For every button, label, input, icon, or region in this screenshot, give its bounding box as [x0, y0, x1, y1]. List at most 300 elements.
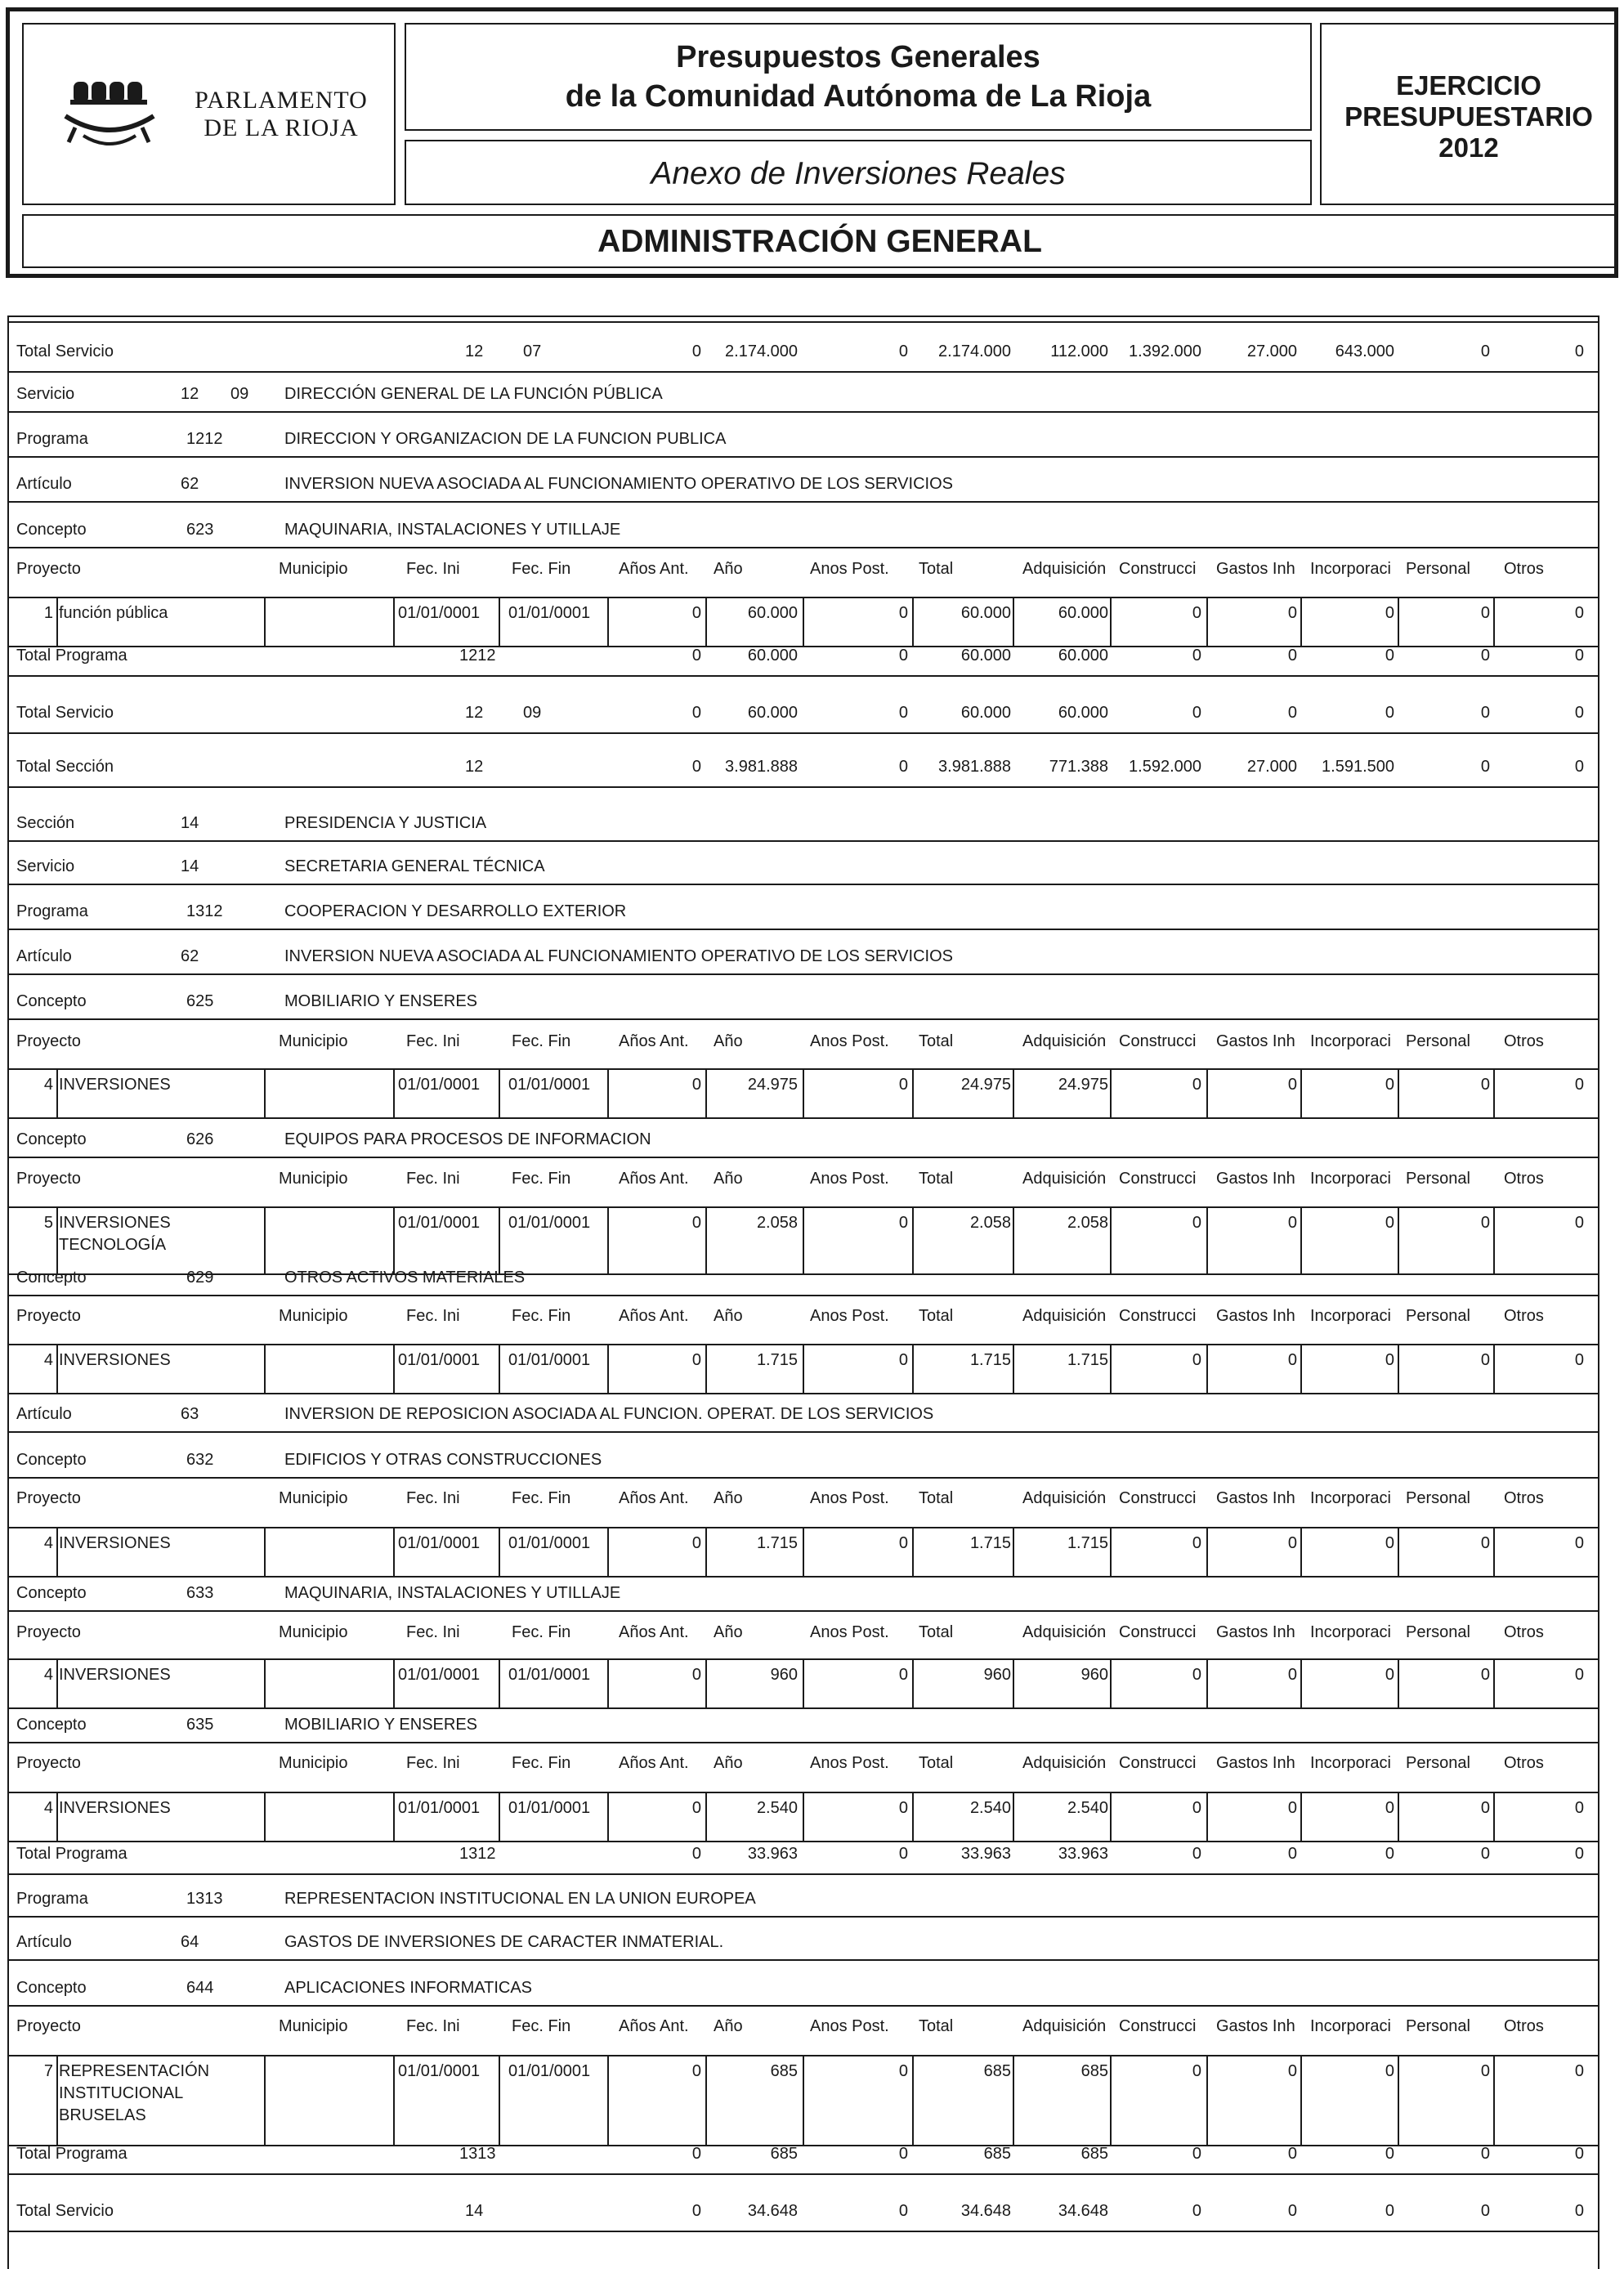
project-name: INVERSIONES: [59, 1799, 171, 1817]
amount-cell: 0: [1574, 1214, 1584, 1232]
amount-cell: 0: [691, 1351, 701, 1369]
fecha-inicio: 01/01/0001: [398, 1214, 481, 1232]
amount-cell: 34.648: [747, 2202, 798, 2220]
section-description: MOBILIARIO Y ENSERES: [284, 1716, 478, 1734]
amount-cell: 0: [1480, 1799, 1490, 1817]
fecha-fin: 01/01/0001: [508, 1076, 591, 1094]
title-line: de la Comunidad Autónoma de La Rioja: [565, 79, 1152, 114]
parliament-logo-icon: [60, 64, 159, 162]
document-title: [406, 38, 1310, 116]
amount-cell: 0: [1385, 1845, 1394, 1863]
amount-cell: 27.000: [1246, 342, 1297, 360]
section-label: Concepto: [16, 521, 87, 539]
column-header: Anos Post.: [810, 560, 889, 578]
column-header: Otros: [1504, 1754, 1544, 1772]
fecha-fin: 01/01/0001: [508, 604, 591, 622]
amount-cell: 0: [1192, 1799, 1201, 1817]
section-description: INVERSION NUEVA ASOCIADA AL FUNCIONAMIENTO OPERATIVO DE LOS SERVICIOS: [284, 947, 953, 965]
amount-cell: 0: [898, 1666, 908, 1684]
total-rule: [7, 2231, 1599, 2232]
amount-cell: 0: [898, 1845, 908, 1863]
column-header: Incorporaci: [1310, 2017, 1391, 2035]
amount-cell: 60.000: [960, 604, 1011, 622]
section-code: 12: [181, 385, 199, 403]
fecha-inicio: 01/01/0001: [398, 1799, 481, 1817]
amount-cell: 24.975: [747, 1076, 798, 1094]
amount-cell: 0: [1480, 1534, 1490, 1552]
total-row-total-programa: [7, 2144, 1599, 2165]
amount-cell: 60.000: [747, 704, 798, 722]
project-number: 4: [43, 1799, 53, 1817]
fecha-inicio: 01/01/0001: [398, 1534, 481, 1552]
column-header: Personal: [1406, 1032, 1470, 1050]
amount-cell: 960: [983, 1666, 1011, 1684]
row-rule: [7, 2005, 1599, 2007]
column-header: Año: [714, 1307, 743, 1325]
column-header: Otros: [1504, 1307, 1544, 1325]
amount-cell: 0: [1192, 1845, 1201, 1863]
section-code: 63: [181, 1405, 199, 1423]
section-row-artculo: [7, 1404, 1599, 1425]
amount-cell: 685: [770, 2145, 798, 2163]
column-header: Año: [714, 560, 743, 578]
section-label: Servicio: [16, 857, 75, 875]
amount-cell: 3.981.888: [725, 758, 798, 776]
amount-cell: 0: [1574, 2202, 1584, 2220]
row-rule: [7, 1157, 1599, 1158]
amount-cell: 685: [1080, 2062, 1108, 2080]
title-box: [405, 23, 1312, 131]
amount-cell: 0: [1287, 647, 1297, 665]
column-header: Construcci: [1119, 1623, 1197, 1641]
data-box-bottom-rule: [7, 1576, 1599, 1578]
total-code: 1313: [459, 2145, 496, 2163]
section-label: Artículo: [16, 947, 72, 965]
fecha-fin: 01/01/0001: [508, 1351, 591, 1369]
amount-cell: 1.715: [756, 1351, 798, 1369]
section-label: Artículo: [16, 475, 72, 493]
amount-cell: 0: [691, 1666, 701, 1684]
section-label: Artículo: [16, 1405, 72, 1423]
amount-cell: 0: [1480, 1214, 1490, 1232]
section-code: 626: [186, 1130, 214, 1148]
amount-cell: 27.000: [1246, 758, 1297, 776]
amount-cell: 0: [1574, 704, 1584, 722]
section-label: Concepto: [16, 1269, 87, 1287]
column-header: Anos Post.: [810, 1307, 889, 1325]
section-code: 62: [181, 475, 199, 493]
section-label: Concepto: [16, 992, 87, 1010]
annex-box: [405, 140, 1312, 205]
section-code: 625: [186, 992, 214, 1010]
section-row-concepto: [7, 1978, 1599, 1999]
total-row-total-servicio: [7, 342, 1599, 363]
amount-cell: 2.174.000: [938, 342, 1011, 360]
row-rule: [7, 1018, 1599, 1020]
amount-cell: 0: [1480, 2145, 1490, 2163]
ejercicio-line: PRESUPUESTARIO: [1344, 101, 1593, 132]
project-values: [7, 1665, 1599, 1701]
section-row-concepto: [7, 1268, 1599, 1289]
column-header: Fec. Ini: [406, 560, 460, 578]
amount-cell: 0: [1480, 2202, 1490, 2220]
row-rule: [7, 1959, 1599, 1961]
section-code: 629: [186, 1269, 214, 1287]
column-header: Fec. Ini: [406, 1754, 460, 1772]
fecha-inicio: 01/01/0001: [398, 1076, 481, 1094]
column-header: Anos Post.: [810, 1032, 889, 1050]
amount-cell: 1.715: [1067, 1534, 1108, 1552]
amount-cell: 24.975: [1058, 1076, 1108, 1094]
fecha-fin: 01/01/0001: [508, 1666, 591, 1684]
column-header: Fec. Fin: [512, 2017, 571, 2035]
column-header: Proyecto: [16, 1032, 81, 1050]
amount-cell: 0: [1192, 604, 1201, 622]
section-description: INVERSION DE REPOSICION ASOCIADA AL FUNCION. OPERAT. DE LOS SERVICIOS: [284, 1405, 934, 1423]
amount-cell: 2.174.000: [725, 342, 798, 360]
total-label: Total Sección: [16, 758, 114, 776]
amount-cell: 0: [691, 1845, 701, 1863]
annex-title: Anexo de Inversiones Reales: [651, 156, 1066, 191]
total-rule: [7, 786, 1599, 788]
section-label: Concepto: [16, 1979, 87, 1997]
amount-cell: 0: [898, 1076, 908, 1094]
section-description: GASTOS DE INVERSIONES DE CARACTER INMATERIAL.: [284, 1933, 724, 1951]
column-header: Municipio: [279, 560, 348, 578]
section-row-programa: [7, 429, 1599, 450]
section-row-artculo: [7, 1932, 1599, 1953]
amount-cell: 60.000: [960, 704, 1011, 722]
amount-cell: 0: [898, 2202, 908, 2220]
amount-cell: 0: [1480, 704, 1490, 722]
column-header: Años Ant.: [619, 1754, 689, 1772]
amount-cell: 112.000: [1050, 342, 1108, 360]
column-header: Proyecto: [16, 2017, 81, 2035]
section-code: 644: [186, 1979, 214, 1997]
section-row-concepto: [7, 991, 1599, 1013]
column-header: Construcci: [1119, 1032, 1197, 1050]
amount-cell: 0: [691, 2202, 701, 2220]
column-header: Proyecto: [16, 560, 81, 578]
amount-cell: 0: [898, 758, 908, 776]
amount-cell: 0: [1287, 1351, 1297, 1369]
title-line: Presupuestos Generales: [676, 40, 1040, 74]
amount-cell: 0: [691, 2145, 701, 2163]
column-header: Personal: [1406, 1170, 1470, 1188]
column-header: Municipio: [279, 1489, 348, 1507]
total-code: 14: [465, 2202, 484, 2220]
amount-cell: 0: [1480, 1845, 1490, 1863]
amount-cell: 1.715: [969, 1534, 1011, 1552]
project-values: [7, 1213, 1599, 1267]
column-header: Municipio: [279, 1754, 348, 1772]
column-header: Municipio: [279, 2017, 348, 2035]
column-header: Fec. Ini: [406, 2017, 460, 2035]
amount-cell: 0: [898, 1214, 908, 1232]
row-rule: [7, 501, 1599, 503]
column-header: Personal: [1406, 2017, 1470, 2035]
column-header: Total: [919, 1754, 954, 1772]
row-rule: [7, 1295, 1599, 1296]
column-header: Otros: [1504, 560, 1544, 578]
column-header: Otros: [1504, 1489, 1544, 1507]
amount-cell: 0: [1192, 2145, 1201, 2163]
section-code: 64: [181, 1933, 199, 1951]
column-header: Otros: [1504, 1623, 1544, 1641]
project-name: función pública: [59, 604, 168, 622]
total-rule: [7, 2173, 1599, 2175]
column-header: Fec. Ini: [406, 1307, 460, 1325]
column-header: Fec. Ini: [406, 1489, 460, 1507]
amount-cell: 60.000: [747, 647, 798, 665]
section-code: 1212: [186, 430, 223, 448]
section-description: MOBILIARIO Y ENSERES: [284, 992, 478, 1010]
fecha-inicio: 01/01/0001: [398, 604, 481, 622]
section-row-concepto: [7, 1583, 1599, 1604]
amount-cell: 0: [1480, 1666, 1490, 1684]
section-description: EDIFICIOS Y OTRAS CONSTRUCCIONES: [284, 1451, 602, 1469]
amount-cell: 0: [1287, 1214, 1297, 1232]
column-header: Gastos Inh: [1216, 1170, 1295, 1188]
row-rule: [7, 456, 1599, 458]
proyecto-header-row: [7, 1488, 1599, 1510]
amount-cell: 1.715: [969, 1351, 1011, 1369]
column-header: Personal: [1406, 1754, 1470, 1772]
amount-cell: 0: [1192, 1214, 1201, 1232]
project-values: [7, 603, 1599, 639]
column-header: Año: [714, 1489, 743, 1507]
total-rule: [7, 1873, 1599, 1875]
amount-cell: 0: [898, 647, 908, 665]
total-code-2: 09: [523, 704, 542, 722]
amount-cell: 0: [1480, 758, 1490, 776]
column-header: Incorporaci: [1310, 1170, 1391, 1188]
amount-cell: 685: [1080, 2145, 1108, 2163]
amount-cell: 0: [1385, 2145, 1394, 2163]
column-header: Incorporaci: [1310, 1623, 1391, 1641]
amount-cell: 0: [691, 704, 701, 722]
amount-cell: 0: [1574, 647, 1584, 665]
column-header: Construcci: [1119, 560, 1197, 578]
column-header: Personal: [1406, 1623, 1470, 1641]
amount-cell: 0: [898, 342, 908, 360]
section-row-servicio: [7, 384, 1599, 405]
total-label: Total Programa: [16, 647, 128, 665]
section-row-artculo: [7, 947, 1599, 968]
ejercicio-year: 2012: [1438, 132, 1499, 163]
column-header: Año: [714, 1754, 743, 1772]
amount-cell: 60.000: [960, 647, 1011, 665]
column-header: Proyecto: [16, 1754, 81, 1772]
amount-cell: 685: [983, 2062, 1011, 2080]
amount-cell: 0: [691, 758, 701, 776]
section-label: Artículo: [16, 1933, 72, 1951]
section-description: DIRECCION Y ORGANIZACION DE LA FUNCION PUBLICA: [284, 430, 727, 448]
project-name: TECNOLOGÍA: [59, 1236, 167, 1254]
column-header: Anos Post.: [810, 1489, 889, 1507]
amount-cell: 60.000: [747, 604, 798, 622]
logo-line: PARLAMENTO: [195, 87, 368, 114]
column-header: Municipio: [279, 1623, 348, 1641]
column-header: Años Ant.: [619, 1032, 689, 1050]
project-number: 4: [43, 1666, 53, 1684]
amount-cell: 0: [898, 704, 908, 722]
amount-cell: 33.963: [960, 1845, 1011, 1863]
amount-cell: 0: [1192, 704, 1201, 722]
amount-cell: 0: [1192, 1534, 1201, 1552]
column-header: Gastos Inh: [1216, 1623, 1295, 1641]
table-top-rule: [7, 321, 1599, 323]
amount-cell: 0: [1574, 342, 1584, 360]
admin-title: ADMINISTRACIÓN GENERAL: [597, 224, 1042, 259]
section-description: EQUIPOS PARA PROCESOS DE INFORMACION: [284, 1130, 651, 1148]
logo-box: [22, 23, 396, 205]
total-rule: [7, 675, 1599, 677]
amount-cell: 0: [898, 1799, 908, 1817]
project-name: REPRESENTACIÓN: [59, 2062, 210, 2080]
amount-cell: 0: [1574, 1799, 1584, 1817]
column-header: Municipio: [279, 1170, 348, 1188]
amount-cell: 960: [770, 1666, 798, 1684]
amount-cell: 0: [1287, 1534, 1297, 1552]
column-header: Fec. Fin: [512, 1623, 571, 1641]
project-values: [7, 1350, 1599, 1386]
amount-cell: 0: [1385, 2202, 1394, 2220]
project-name: INVERSIONES: [59, 1076, 171, 1094]
amount-cell: 0: [1287, 1799, 1297, 1817]
total-code: 12: [465, 342, 484, 360]
amount-cell: 34.648: [1058, 2202, 1108, 2220]
column-header: Total: [919, 1032, 954, 1050]
column-header: Proyecto: [16, 1307, 81, 1325]
fecha-fin: 01/01/0001: [508, 1534, 591, 1552]
amount-cell: 0: [691, 1214, 701, 1232]
data-box-bottom-rule: [7, 1841, 1599, 1842]
amount-cell: 0: [1480, 647, 1490, 665]
column-header: Fec. Fin: [512, 1754, 571, 1772]
document-header: [6, 7, 1618, 278]
project-name: INVERSIONES: [59, 1534, 171, 1552]
total-label: Total Servicio: [16, 704, 114, 722]
project-values: [7, 1798, 1599, 1834]
fecha-fin: 01/01/0001: [508, 1799, 591, 1817]
amount-cell: 0: [691, 2062, 701, 2080]
column-header: Adquisición: [1022, 560, 1107, 578]
column-header: Construcci: [1119, 1489, 1197, 1507]
column-header: Anos Post.: [810, 1623, 889, 1641]
amount-cell: 0: [1287, 2202, 1297, 2220]
total-code: 1312: [459, 1845, 496, 1863]
amount-cell: 0: [1574, 1666, 1584, 1684]
column-header: Construcci: [1119, 1170, 1197, 1188]
amount-cell: 2.540: [969, 1799, 1011, 1817]
logo-line: DE LA RIOJA: [204, 114, 359, 141]
amount-cell: 0: [1287, 704, 1297, 722]
column-header: Otros: [1504, 1032, 1544, 1050]
column-header: Adquisición: [1022, 1170, 1107, 1188]
amount-cell: 0: [1287, 1666, 1297, 1684]
column-header: Personal: [1406, 1307, 1470, 1325]
amount-cell: 0: [1385, 2062, 1394, 2080]
column-header: Municipio: [279, 1307, 348, 1325]
fecha-inicio: 01/01/0001: [398, 1351, 481, 1369]
column-header: Años Ant.: [619, 1489, 689, 1507]
amount-cell: 0: [1385, 1534, 1394, 1552]
section-label: Sección: [16, 814, 75, 832]
amount-cell: 0: [1574, 1076, 1584, 1094]
fecha-fin: 01/01/0001: [508, 2062, 591, 2080]
project-name: INSTITUCIONAL: [59, 2084, 184, 2102]
column-header: Anos Post.: [810, 1754, 889, 1772]
amount-cell: 2.058: [1067, 1214, 1108, 1232]
amount-cell: 0: [691, 1076, 701, 1094]
column-header: Años Ant.: [619, 1170, 689, 1188]
section-row-concepto: [7, 520, 1599, 541]
project-name: INVERSIONES: [59, 1214, 171, 1232]
project-values: [7, 1533, 1599, 1569]
column-header: Año: [714, 1170, 743, 1188]
total-label: Total Programa: [16, 1845, 128, 1863]
amount-cell: 0: [898, 1534, 908, 1552]
amount-cell: 0: [1480, 604, 1490, 622]
amount-cell: 685: [770, 2062, 798, 2080]
section-code: 14: [181, 814, 199, 832]
amount-cell: 0: [898, 604, 908, 622]
project-number: 4: [43, 1534, 53, 1552]
row-rule: [7, 929, 1599, 930]
section-description: MAQUINARIA, INSTALACIONES Y UTILLAJE: [284, 521, 621, 539]
amount-cell: 0: [1385, 1666, 1394, 1684]
column-header: Fec. Fin: [512, 1307, 571, 1325]
amount-cell: 0: [1480, 1076, 1490, 1094]
column-header: Personal: [1406, 560, 1470, 578]
column-header: Proyecto: [16, 1170, 81, 1188]
section-description: INVERSION NUEVA ASOCIADA AL FUNCIONAMIENTO OPERATIVO DE LOS SERVICIOS: [284, 475, 953, 493]
amount-cell: 685: [983, 2145, 1011, 2163]
row-rule: [7, 884, 1599, 885]
column-header: Gastos Inh: [1216, 1307, 1295, 1325]
column-header: Fec. Ini: [406, 1623, 460, 1641]
amount-cell: 0: [1287, 2145, 1297, 2163]
ejercicio-title: [1322, 70, 1616, 163]
column-header: Adquisición: [1022, 1623, 1107, 1641]
column-header: Fec. Fin: [512, 1170, 571, 1188]
section-row-seccin: [7, 813, 1599, 835]
column-header: Total: [919, 1489, 954, 1507]
section-row-servicio: [7, 857, 1599, 878]
section-code: 1313: [186, 1890, 223, 1908]
row-rule: [7, 547, 1599, 548]
amount-cell: 0: [1574, 604, 1584, 622]
amount-cell: 0: [1385, 1214, 1394, 1232]
amount-cell: 60.000: [1058, 604, 1108, 622]
project-number: 4: [43, 1351, 53, 1369]
column-header: Gastos Inh: [1216, 1032, 1295, 1050]
column-header: Adquisición: [1022, 1754, 1107, 1772]
amount-cell: 0: [1480, 342, 1490, 360]
amount-cell: 0: [1287, 604, 1297, 622]
proyecto-header-row: [7, 1032, 1599, 1053]
admin-box: [22, 214, 1617, 268]
column-header: Proyecto: [16, 1489, 81, 1507]
column-header: Anos Post.: [810, 2017, 889, 2035]
row-rule: [7, 840, 1599, 842]
total-row-total-programa: [7, 646, 1599, 667]
row-rule: [7, 1431, 1599, 1433]
amount-cell: 0: [1385, 604, 1394, 622]
amount-cell: 0: [691, 604, 701, 622]
total-row-total-servicio: [7, 703, 1599, 724]
